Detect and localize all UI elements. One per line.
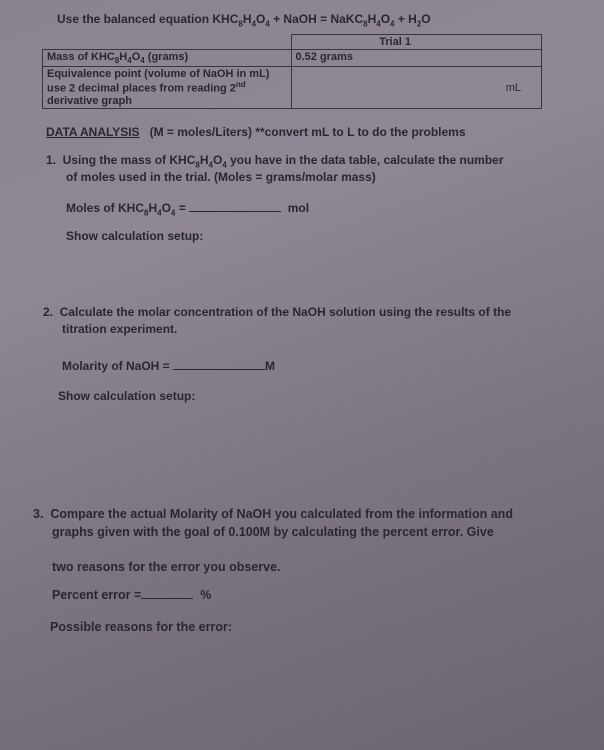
q1-line1: 1. Using the mass of $KHC_8H_4O_4$ you have in the data table, calculate the number [46,153,504,170]
equivalence-value[interactable]: mL [291,67,542,109]
q2-answer: Molarity of NaOH = M [62,359,276,373]
q1-answer-blank[interactable] [189,211,281,212]
data-table [42,34,542,109]
q2-line1: 2. Calculate the molar concentration of the NaOH solution using the results of the [43,305,512,319]
q3-line3: two reasons for the error you observe. [52,560,281,574]
data-analysis-heading: DATA ANALYSIS (M = moles/Liters) **convert mL to L to do the problems [46,125,466,139]
equivalence-label: Equivalence point (volume of NaOH in mL) use 2 decimal places from reading 2nd derivative graph [43,67,292,109]
q3-line1: 3. Compare the actual Molarity of NaOH you calculated from the information and [33,507,513,521]
q1-line2: of moles used in the trial. (Moles = grams/molar mass) [66,170,376,184]
mass-value: 0.52 grams [291,50,542,67]
q1-setup: Show calculation setup: [66,229,204,243]
q3-answer-blank[interactable] [141,598,193,599]
q3-line2: graphs given with the goal of 0.100M by calculating the percent error. Give [52,525,494,539]
q1-answer: Moles of $KHC_8H_4O_4$ = mol [66,201,310,218]
q2-answer-blank[interactable] [173,369,265,370]
q2-setup: Show calculation setup: [58,389,196,403]
balanced-equation: Use the balanced equation $KHC_8H_4O_4$ + NaOH = $NaKC_8H_4O_4 + H_2O$ [57,12,431,29]
trial-header: Trial 1 [291,35,542,50]
mass-label: Mass of $KHC_8H_4O_4$ (grams) [43,50,292,67]
q2-line2: titration experiment. [62,322,178,336]
q3-reasons: Possible reasons for the error: [50,620,233,634]
q3-answer: Percent error = % [52,588,212,602]
